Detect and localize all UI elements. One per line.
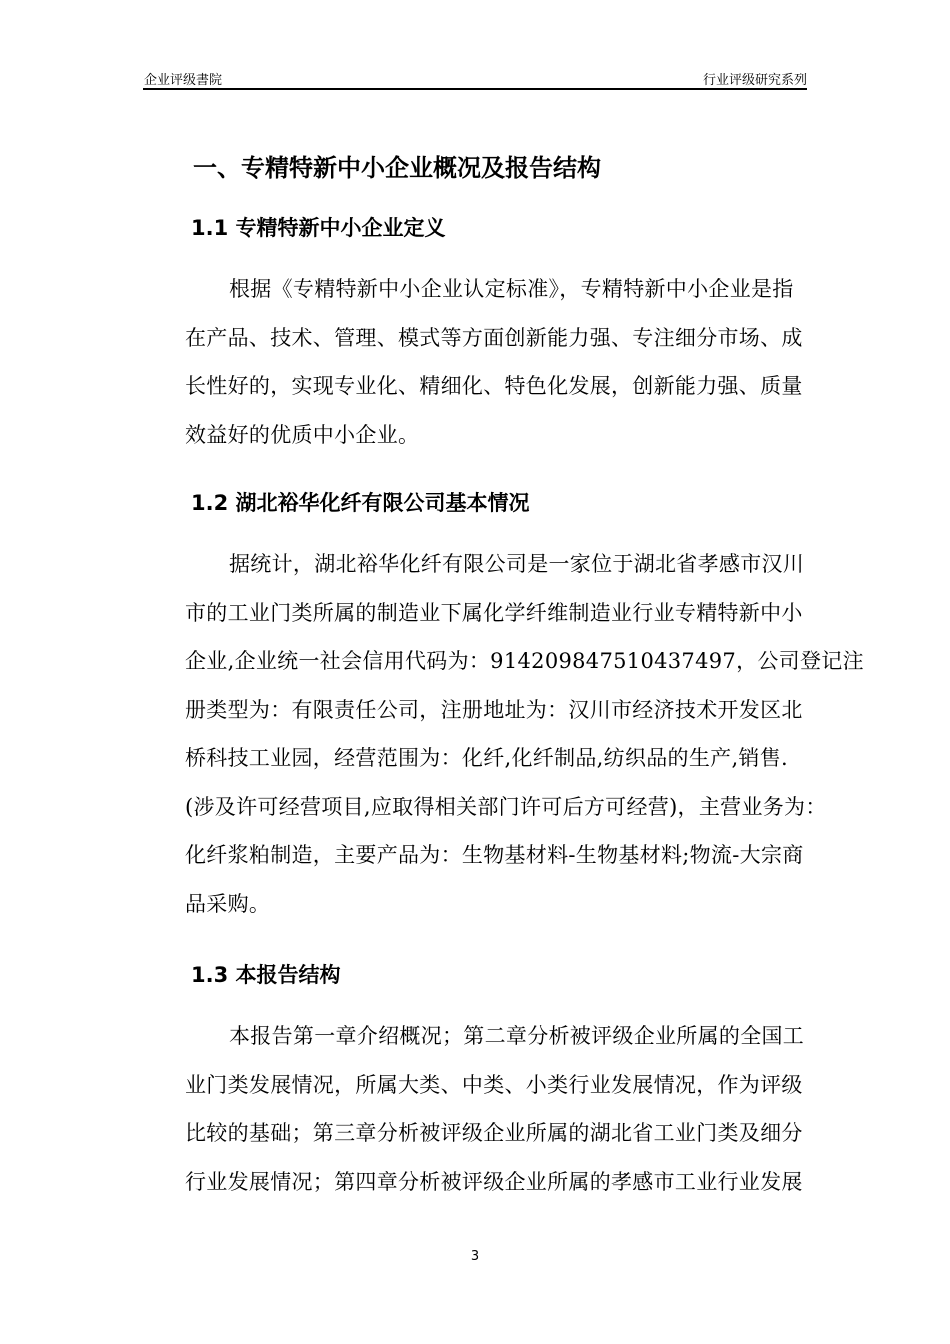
paragraph-line: 化纤浆粕制造，主要产品为：生物基材料-生物基材料;物流-大宗商	[185, 843, 804, 867]
section-paragraph-1-2	[143, 540, 864, 928]
paragraph-line: 长性好的，实现专业化、精细化、特色化发展，创新能力强、质量	[185, 374, 803, 398]
page-header	[143, 68, 807, 90]
paragraph-line: 比较的基础；第三章分析被评级企业所属的湖北省工业门类及细分	[185, 1121, 803, 1145]
paragraph-line: 本报告第一章介绍概况；第二章分析被评级企业所属的全国工	[229, 1024, 805, 1048]
section-heading-1-2: 1.2 湖北裕华化纤有限公司基本情况	[191, 491, 530, 515]
header-series: 行业评级研究系列	[702, 73, 807, 88]
paragraph-line: 在产品、技术、管理、模式等方面创新能力强、专注细分市场、成	[185, 325, 803, 350]
paragraph-line: 册类型为：有限责任公司，注册地址为：汉川市经济技术开发区北	[185, 697, 803, 722]
paragraph-line: 效益好的优质中小企业。	[185, 422, 420, 447]
paragraph-line: 行业发展情况；第四章分析被评级企业所属的孝感市工业行业发展	[185, 1169, 803, 1194]
paragraph-line: 根据《专精特新中小企业认定标准》，专精特新中小企业是指	[229, 277, 794, 301]
paragraph-line: 桥科技工业园，经营范围为：化纤,化纤制品,纺织品的生产,销售.	[185, 746, 788, 770]
paragraph-line: (涉及许可经营项目,应取得相关部门许可后方可经营)，主营业务为：	[185, 794, 827, 819]
paragraph-line: 品采购。	[185, 891, 271, 916]
paragraph-line: 市的工业门类所属的制造业下属化学纤维制造业行业专精特新中小	[185, 600, 803, 625]
section-paragraph-1-1	[143, 265, 807, 459]
section-paragraph-1-3	[143, 1012, 807, 1206]
section-heading-1-3: 1.3 本报告结构	[191, 963, 341, 987]
chapter-title: 一、专精特新中小企业概况及报告结构	[193, 154, 601, 182]
page-number: 3	[470, 1249, 480, 1264]
paragraph-line: 企业,企业统一社会信用代码为：914209847510437497，公司登记注	[185, 649, 864, 673]
paragraph-line: 据统计，湖北裕华化纤有限公司是一家位于湖北省孝感市汉川	[229, 552, 805, 576]
header-publisher: 企业评级書院	[144, 73, 223, 88]
section-heading-1-1: 1.1 专精特新中小企业定义	[191, 216, 446, 240]
paragraph-line: 业门类发展情况，所属大类、中类、小类行业发展情况，作为评级	[185, 1072, 803, 1097]
